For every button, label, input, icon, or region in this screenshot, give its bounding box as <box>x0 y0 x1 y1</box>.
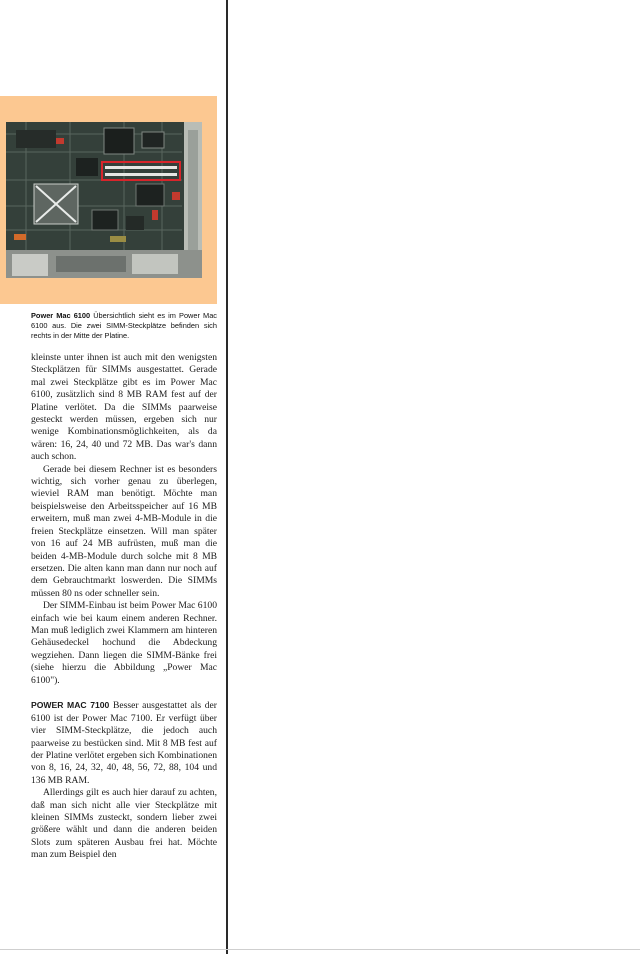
article-body <box>31 352 217 862</box>
paragraph-text: Besser ausgestattet als der 6100 ist der Power Mac 7100. Er verfügt über vier SIMM-Steckplätze, die jedoch auch paarweise zu bestücken sind. Mit 8 MB fest auf der Platine verlötet ergeben sich Kombinationen von 8, 16, 24, 32, 40, 48, 56, 72, 88, 104 und 136 MB RAM. <box>31 700 217 786</box>
section-paragraph <box>31 699 217 787</box>
paragraph: kleinste unter ihnen ist auch mit den wenigsten Steckplätzen für SIMMs ausgestattet. Gerade mal zwei Steckplätze gibt es im Power Mac 6100, zusätzlich sind 8 MB RAM fest auf der Platine verlötet. Da die SIMMs paarweise gesteckt werden müssen, ergeben sich nur wenige Kombinationsmöglichkeiten, als da wären: 16, 24, 40 und 72 MB. Das war's dann auch schon. <box>31 352 217 463</box>
column-divider <box>226 0 228 954</box>
figure-caption <box>31 311 217 341</box>
page-column <box>0 0 227 954</box>
caption-title: Power Mac 6100 <box>31 311 91 320</box>
figure-box <box>0 96 217 304</box>
paragraph: Gerade bei diesem Rechner ist es besonders wichtig, sich vorher genau zu überlegen, wieviel RAM man benötigt. Möchte man beispielsweise den Arbeitsspeicher auf 16 MB erweitern, muß man zwei 4-MB-Module in die freien Steckplätze einsetzen. Will man später von 16 auf 24 MB aufrüsten, muß man die beiden 4-MB-Module durch solche mit 8 MB ersetzen. Die alten kann man dann nur noch auf dem Gebrauchtmarkt loswerden. Die SIMMs müssen 80 ns oder schneller sein. <box>31 463 217 599</box>
motherboard-photo <box>6 122 202 278</box>
section-heading: POWER MAC 7100 <box>31 700 110 711</box>
paragraph: Der SIMM-Einbau ist beim Power Mac 6100 einfach wie bei kaum einem anderen Rechner. Man muß lediglich zwei Klammern am hinteren Gehäusedeckel hochund die Abdeckung wegziehen. Dann liegen die SIMM-Bänke frei (siehe hierzu die Abbildung „Power Mac 6100"). <box>31 600 217 686</box>
paragraph: Allerdings gilt es auch hier darauf zu achten, daß man sich nicht alle vier Steckplätze mit kleinen SIMMs zusteckt, sondern lieber zwei größere wählt und dann die anderen beiden Slots zum späteren Ausbau frei hat. Möchte man zum Beispiel den <box>31 787 217 861</box>
bottom-divider <box>0 949 640 950</box>
motherboard-illustration <box>6 122 202 278</box>
caption-text: Übersichtlich sieht es im Power Mac 6100 aus. Die zwei SIMM-Steckplätze befinden sich rechts in der Mitte der Platine. <box>31 311 217 340</box>
